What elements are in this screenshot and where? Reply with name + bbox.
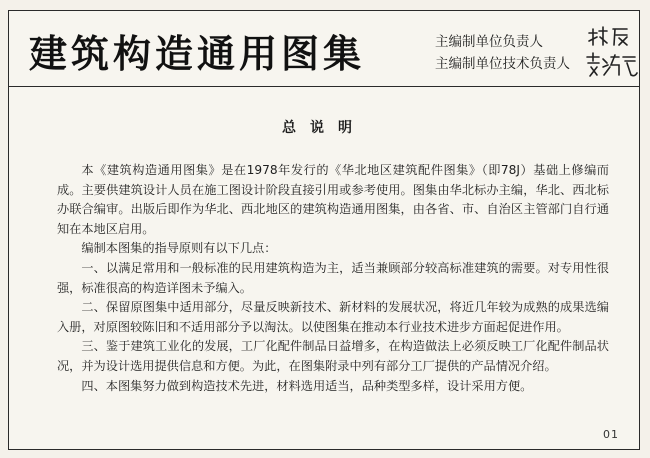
handwritten-signatures: [583, 23, 643, 83]
chief-unit-leader-label: 主编制单位负责人: [435, 34, 543, 50]
paragraph-principles-heading: 编制本图集的指导原则有以下几点：: [81, 241, 277, 256]
general-description: [57, 161, 609, 396]
signature-2: [587, 53, 637, 76]
paragraph-principle-3: 三、鉴于建筑工业化的发展，工厂化配件制品日益增多，在构造做法上必须反映工厂化配件制品状况，并为设计选用提供信息和方便。为此，在图集附录中列有部分工厂提供的产品情况介绍。: [57, 339, 609, 373]
page-number: 01: [603, 428, 619, 441]
paragraph-intro: 本《建筑构造通用图集》是在1978年发行的《华北地区建筑配件图集》（即78J）基础上修编而成。主要供建筑设计人员在施工图设计阶段直接引用或参考使用。图集由华北标办主编，华北、西北标办联合编审。出版后即作为华北、西北地区的建筑构造通用图集，由各省、市、自治区主管部门自行通知在本地区启用。: [57, 163, 609, 236]
signature-1: [589, 27, 627, 45]
title-block: [9, 11, 639, 87]
document-body: [9, 87, 639, 449]
paragraph-principle-1: 一、以满足常用和一般标准的民用建筑构造为主，适当兼顾部分较高标准建筑的需要。对专用性很强，标准很高的构造详图未予编入。: [57, 260, 609, 295]
document-title: 建筑构造通用图集: [29, 32, 366, 76]
paragraph-principle-4: 四、本图集努力做到构造技术先进，材料选用适当，品种类型多样，设计采用方便。: [81, 378, 533, 393]
paragraph-principle-2: 二、保留原图集中适用部分，尽量反映新技术、新材料的发展状况，将近几年较为成熟的成果选编入册，对原图较陈旧和不适用部分予以淘汰。以使图集在推动本行业技术进步方面起促进作用。: [57, 300, 609, 334]
section-title: 总说明: [282, 120, 366, 136]
chief-unit-technical-leader-label: 主编制单位技术负责人: [435, 56, 570, 72]
document-page: [8, 10, 640, 450]
responsible-roles: [435, 31, 570, 75]
